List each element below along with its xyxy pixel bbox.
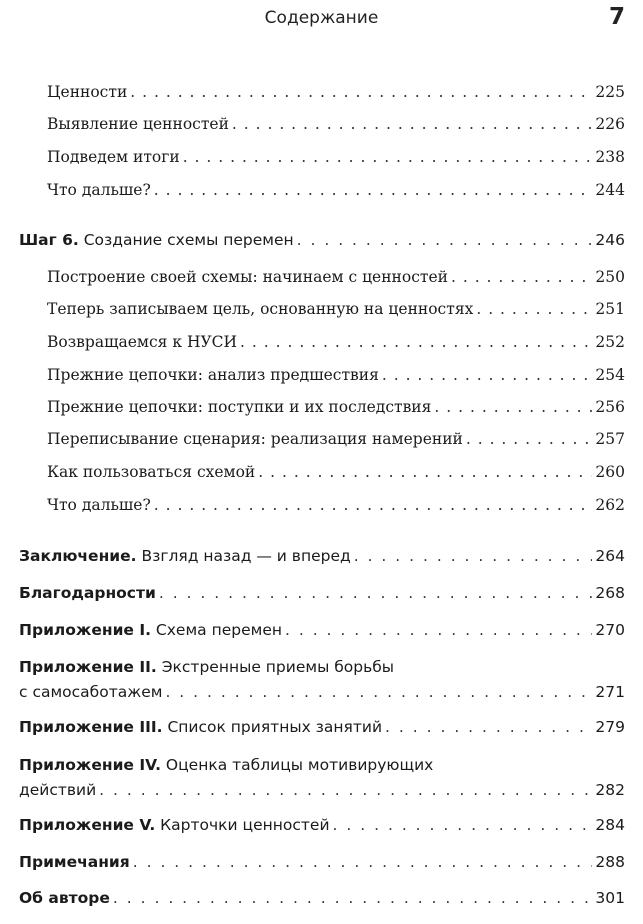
toc-entry-title: Что дальше? — [47, 181, 151, 199]
dot-leader — [232, 115, 593, 133]
toc-entry[interactable] — [47, 83, 625, 101]
toc-entry[interactable] — [47, 463, 625, 481]
toc-chapter-title — [19, 853, 130, 871]
toc-entry[interactable] — [47, 300, 625, 318]
toc-entry-page: 251 — [595, 300, 625, 318]
toc-entry-page: 288 — [595, 853, 625, 871]
toc-entry[interactable] — [47, 181, 625, 199]
toc-entry[interactable] — [47, 333, 625, 351]
toc-entry-page: 257 — [595, 430, 625, 448]
toc-entry-page: 260 — [595, 463, 625, 481]
toc-entry-title: Подведем итоги — [47, 148, 180, 166]
toc-entry-title: Ценности — [47, 83, 128, 101]
toc-entry-title: Прежние цепочки: анализ предшествия — [47, 366, 379, 384]
toc-entry-title: Что дальше? — [47, 496, 151, 514]
toc-chapter-title — [19, 584, 156, 602]
toc-entry[interactable] — [47, 268, 625, 286]
toc-entry-page: 270 — [595, 621, 625, 639]
toc-entry-title: Переписывание сценария: реализация намерений — [47, 430, 463, 448]
dot-leader — [333, 816, 593, 834]
dot-leader — [258, 463, 592, 481]
toc-chapter-title — [19, 658, 625, 676]
toc-chapter[interactable] — [19, 621, 625, 639]
toc-chapter[interactable] — [19, 718, 625, 736]
toc-chapter-title — [19, 889, 110, 907]
toc-chapter-title — [19, 231, 294, 249]
toc-entry-title: Прежние цепочки: поступки и их последствия — [47, 398, 432, 416]
toc-chapter-name: Карточки ценностей — [155, 816, 330, 834]
toc-chapter-name: Схема перемен — [151, 621, 282, 639]
toc-entry-title: Возвращаемся к НУСИ — [47, 333, 238, 351]
toc-entry-page: 284 — [595, 816, 625, 834]
toc-chapter-label: Приложение II. — [19, 658, 157, 676]
toc-chapter-label: Примечания — [19, 853, 130, 871]
toc-chapter-label: Приложение IV. — [19, 756, 161, 774]
dot-leader — [165, 683, 592, 701]
toc-entry-page: 244 — [595, 181, 625, 199]
dot-leader — [133, 853, 593, 871]
toc-chapter-title — [19, 756, 625, 774]
dot-leader — [159, 584, 593, 602]
dot-leader — [297, 231, 593, 249]
toc-chapter-name: Список приятных занятий — [162, 718, 383, 736]
toc-entry-title: Выявление ценностей — [47, 115, 229, 133]
toc-entry[interactable] — [47, 430, 625, 448]
toc-entry-page: 238 — [595, 148, 625, 166]
toc-chapter[interactable] — [19, 853, 625, 871]
toc-entry-title: Как пользоваться схемой — [47, 463, 256, 481]
toc-entry-page: 301 — [595, 889, 625, 907]
toc-chapter[interactable] — [19, 547, 625, 565]
toc-entry[interactable] — [47, 148, 625, 166]
toc-chapter-title — [19, 547, 351, 565]
toc-chapter-name: Взгляд назад — и вперед — [136, 547, 351, 565]
toc-chapter[interactable] — [19, 756, 625, 799]
dot-leader — [113, 889, 593, 907]
toc-entry-page: 226 — [595, 115, 625, 133]
toc-chapter-label: Заключение. — [19, 547, 137, 565]
toc-entry[interactable] — [47, 496, 625, 514]
toc-chapter-title — [19, 718, 382, 736]
toc-chapter-title — [19, 621, 282, 639]
toc-entry-page: 252 — [595, 333, 625, 351]
dot-leader — [240, 333, 592, 351]
toc-entry-page: 264 — [595, 547, 625, 565]
toc-entry-page: 279 — [595, 718, 625, 736]
dot-leader — [154, 496, 593, 514]
toc-entry-page: 256 — [595, 398, 625, 416]
dot-leader — [354, 547, 593, 565]
toc-entry[interactable] — [47, 398, 625, 416]
dot-leader — [434, 398, 592, 416]
toc-chapter-title-continued: с самосаботажем — [19, 683, 163, 701]
toc-chapter[interactable] — [19, 231, 625, 249]
dot-leader — [476, 300, 592, 318]
toc-entry-title: Теперь записываем цель, основанную на ценностях — [47, 300, 474, 318]
running-title: Содержание — [264, 8, 379, 28]
toc-entry-page: 268 — [595, 584, 625, 602]
toc-chapter[interactable] — [19, 658, 625, 701]
toc-chapter-title — [19, 816, 330, 834]
toc-entry-page: 282 — [595, 781, 625, 799]
toc-chapter-label: Шаг 6. — [19, 231, 79, 249]
toc-entry-page: 262 — [595, 496, 625, 514]
toc-chapter-label: Приложение I. — [19, 621, 151, 639]
dot-leader — [130, 83, 592, 101]
toc-chapter-name: Экстренные приемы борьбы — [156, 658, 395, 676]
toc-chapter-label: Об авторе — [19, 889, 110, 907]
toc-chapter[interactable] — [19, 816, 625, 834]
dot-leader — [99, 781, 592, 799]
toc-entry-page: 225 — [595, 83, 625, 101]
page-header — [0, 4, 643, 38]
dot-leader — [154, 181, 593, 199]
toc-chapter-name: Создание схемы перемен — [78, 231, 294, 249]
toc-entry-page: 254 — [595, 366, 625, 384]
toc-entry[interactable] — [47, 366, 625, 384]
page-number: 7 — [608, 4, 625, 30]
toc-chapter[interactable] — [19, 889, 625, 907]
toc-entry[interactable] — [47, 115, 625, 133]
toc-chapter-name: Оценка таблицы мотивирующих — [161, 756, 434, 774]
toc-chapter[interactable] — [19, 584, 625, 602]
toc-entry-title: Построение своей схемы: начинаем с ценностей — [47, 268, 448, 286]
toc-entry-page: 271 — [595, 683, 625, 701]
toc-entry-page: 246 — [595, 231, 625, 249]
dot-leader — [385, 718, 592, 736]
dot-leader — [285, 621, 592, 639]
toc-entry-page: 250 — [595, 268, 625, 286]
toc-chapter-label: Благодарности — [19, 584, 156, 602]
toc-chapter-label: Приложение III. — [19, 718, 163, 736]
dot-leader — [382, 366, 593, 384]
dot-leader — [183, 148, 593, 166]
toc-chapter-label: Приложение V. — [19, 816, 156, 834]
dot-leader — [451, 268, 592, 286]
toc-chapter-title-continued: действий — [19, 781, 97, 799]
dot-leader — [466, 430, 593, 448]
